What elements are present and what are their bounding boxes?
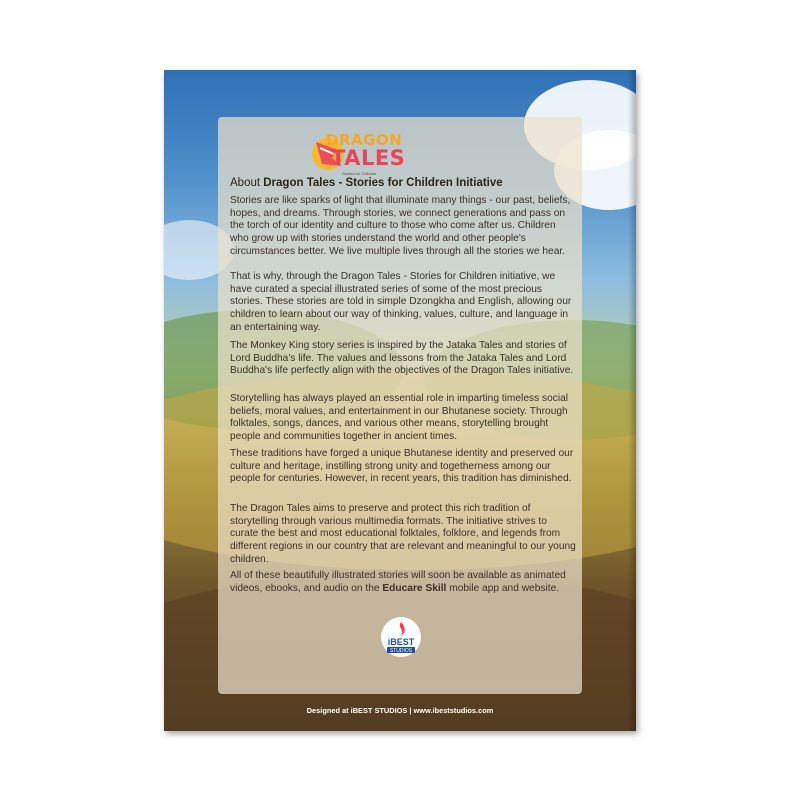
- paragraph: That is why, through the Dragon Tales - Stories for Children initiative, we have curated a special illustrated series of some of the most precious stories. These stories are told in simple Dzongkha and English, allowing our children to learn about our way of thinking, values, culture, and language in an entertaining way.: [230, 271, 572, 333]
- ibest-logo-name: iBEST: [387, 637, 415, 647]
- logo-title-line2: TALES: [331, 146, 406, 170]
- paragraph: These traditions have forged a unique Bhutanese identity and preserved our culture and heritage, instilling strong unity and togetherness among our people for centuries. However, in recent years, this tradition has diminished.: [230, 448, 574, 485]
- paragraph: The Monkey King story series is inspired by the Jataka Tales and stories of Lord Buddha's life. The values and lessons from the Jataka Tales and Lord Buddha's life perfectly align with the objectives of the Dragon Tales initiative.: [230, 340, 574, 377]
- paragraph: All of these beautifully illustrated stories will soon be available as animated videos, ebooks, and audio on the Educare Skill mobile app and website.: [230, 570, 566, 594]
- ibest-logo-sub: STUDIOS: [389, 648, 413, 654]
- footer-credit: Designed at iBEST STUDIOS | www.ibeststudios.com: [306, 706, 494, 715]
- section-heading: About Dragon Tales - Stories for Children Initiative: [230, 177, 503, 189]
- paragraph: The Dragon Tales aims to preserve and protect this rich tradition of storytelling through various multimedia formats. The initiative strives to curate the best and most educational folktales, folklore, and legends from different regions in our country that are relevant and meaningful to our young children.: [230, 503, 576, 565]
- book-back-cover: [164, 70, 636, 731]
- paragraph: Storytelling has always played an essential role in imparting timeless social beliefs, moral values, and entertainment in our Bhutanese society. Through folktales, songs, dances, and various other means, storytelling brought people and communities together in ancient times.: [230, 393, 569, 443]
- logo-title-line1: DRAGON: [326, 131, 403, 149]
- paragraph: Stories are like sparks of light that illuminate many things - our past, beliefs, hopes, and dreams. Through stories, we connect generations and pass on the torch of our identity and culture to those who come after us. Children who grow up with stories understand the world and other people's circumstances better. We live multiple lives through all the stories we hear.: [230, 195, 571, 257]
- ibest-studios-logo: [380, 616, 422, 658]
- logo-tagline: Stories for Children: [342, 171, 377, 176]
- book-spine-shadow: [628, 70, 636, 731]
